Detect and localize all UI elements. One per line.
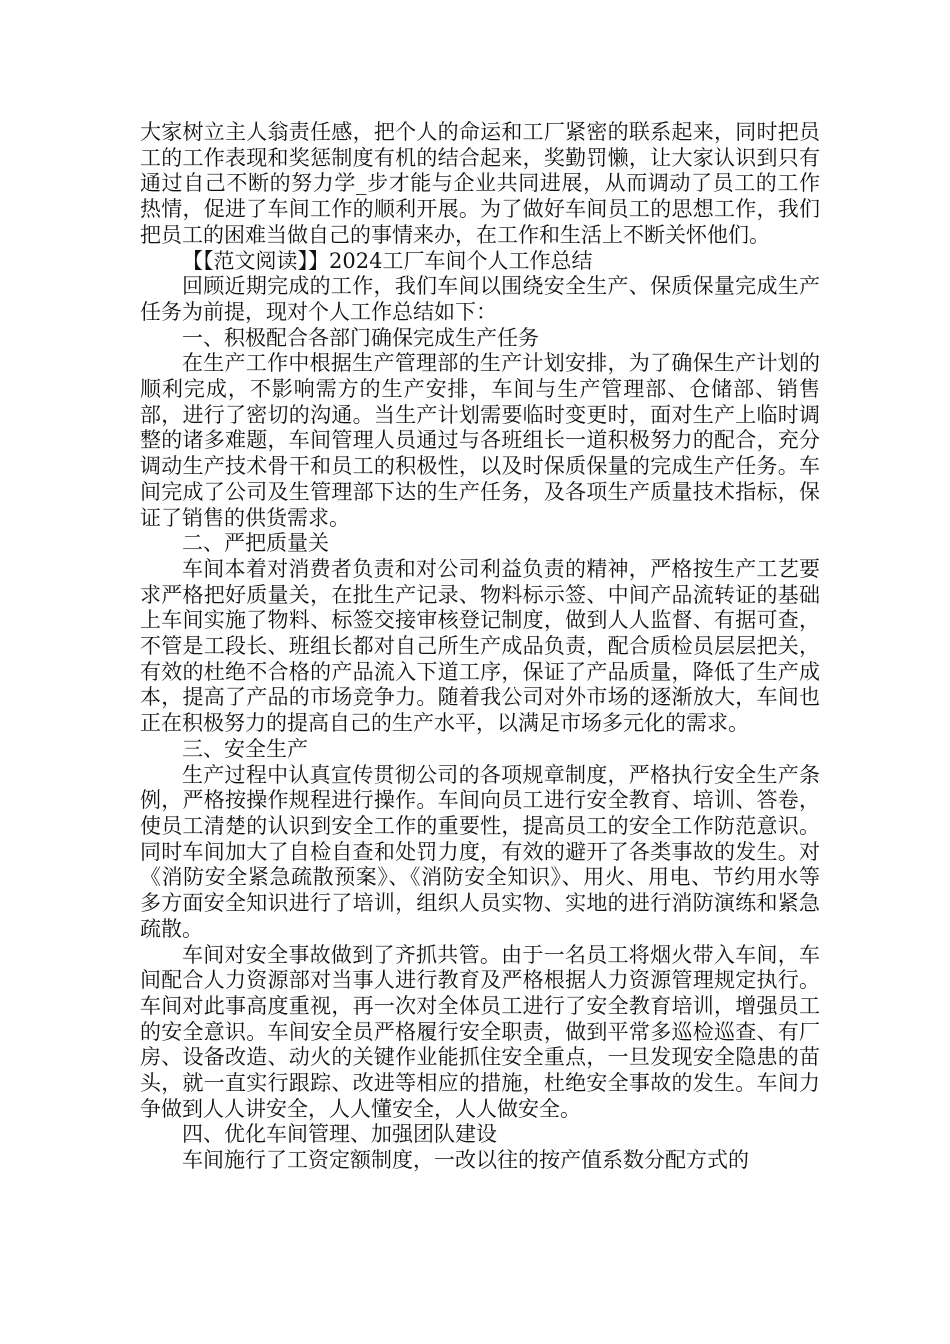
body-paragraph: 车间本着对消费者负责和对公司利益负责的精神，严格按生产工艺要求严格把好质量关，在批生产记录、物料标示签、中间产品流转证的基础上车间实施了物料、标签交接审核登记制度，做到人人监督、有据可查，不管是工段长、班组长都对自己所生产成品负责，配合质检员层层把关，有效的杜绝不合格的产品流入下道工序，保证了产品质量，降低了生产成本，提高了产品的市场竞争力。随着我公司对外市场的逐渐放大，车间也正在积极努力的提高自己的生产水平，以满足市场多元化的需求。 <box>140 556 820 736</box>
section-heading: 三、安全生产 <box>182 736 308 761</box>
section-heading: 一、积极配合各部门确保完成生产任务 <box>182 325 539 350</box>
section-heading: 四、优化车间管理、加强团队建设 <box>182 1122 497 1147</box>
document-page <box>140 120 820 1174</box>
body-paragraph: 车间对安全事故做到了齐抓共管。由于一名员工将烟火带入车间，车间配合人力资源部对当事人进行教育及严格根据人力资源管理规定执行。车间对此事高度重视，再一次对全体员工进行了安全教育培训，增强员工的安全意识。车间安全员严格履行安全职责，做到平常多巡检巡查、有厂房、设备改造、动火的关键作业能抓住安全重点，一旦发现安全隐患的苗头，就一直实行跟踪、改进等相应的措施，杜绝安全事故的发生。车间力争做到人人讲安全，人人懂安全，人人做安全。 <box>140 942 820 1121</box>
section-heading: 【【范文阅读】】2024工厂车间个人工作总结 <box>182 248 593 273</box>
body-paragraph: 大家树立主人翁责任感，把个人的命运和工厂紧密的联系起来，同时把员工的工作表现和奖惩制度有机的结合起来，奖勤罚懒，让大家认识到只有通过自己不断的努力学_步才能与企业共同进展，从而调动了员工的工作热情，促进了车间工作的顺利开展。为了做好车间员工的思想工作，我们把员工的困难当做自己的事情来办，在工作和生活上不断关怀他们。 <box>140 120 820 247</box>
body-paragraph: 生产过程中认真宣传贯彻公司的各项规章制度，严格执行安全生产条例，严格按操作规程进行操作。车间向员工进行安全教育、培训、答卷，使员工清楚的认识到安全工作的重要性，提高员工的安全工作防范意识。同时车间加大了自检自查和处罚力度，有效的避开了各类事故的发生。对《消防安全紧急疏散预案》、《消防安全知识》、用火、用电、节约用水等多方面安全知识进行了培训，组织人员实物、实地的进行消防演练和紧急疏散。 <box>140 762 820 941</box>
body-paragraph: 车间施行了工资定额制度，一改以往的按产值系数分配方式的 <box>182 1148 749 1173</box>
body-paragraph: 回顾近期完成的工作，我们车间以围绕安全生产、保质保量完成生产任务为前提，现对个人工作总结如下： <box>140 274 820 324</box>
section-heading: 二、严把质量关 <box>182 531 329 556</box>
body-paragraph: 在生产工作中根据生产管理部的生产计划安排，为了确保生产计划的顺利完成，不影响需方的生产安排，车间与生产管理部、仓储部、销售部，进行了密切的沟通。当生产计划需要临时变更时，面对生产上临时调整的诸多难题，车间管理人员通过与各班组长一道积极努力的配合，充分调动生产技术骨干和员工的积极性，以及时保质保量的完成生产任务。车间完成了公司及生管理部下达的生产任务，及各项生产质量技术指标，保证了销售的供货需求。 <box>140 351 820 530</box>
